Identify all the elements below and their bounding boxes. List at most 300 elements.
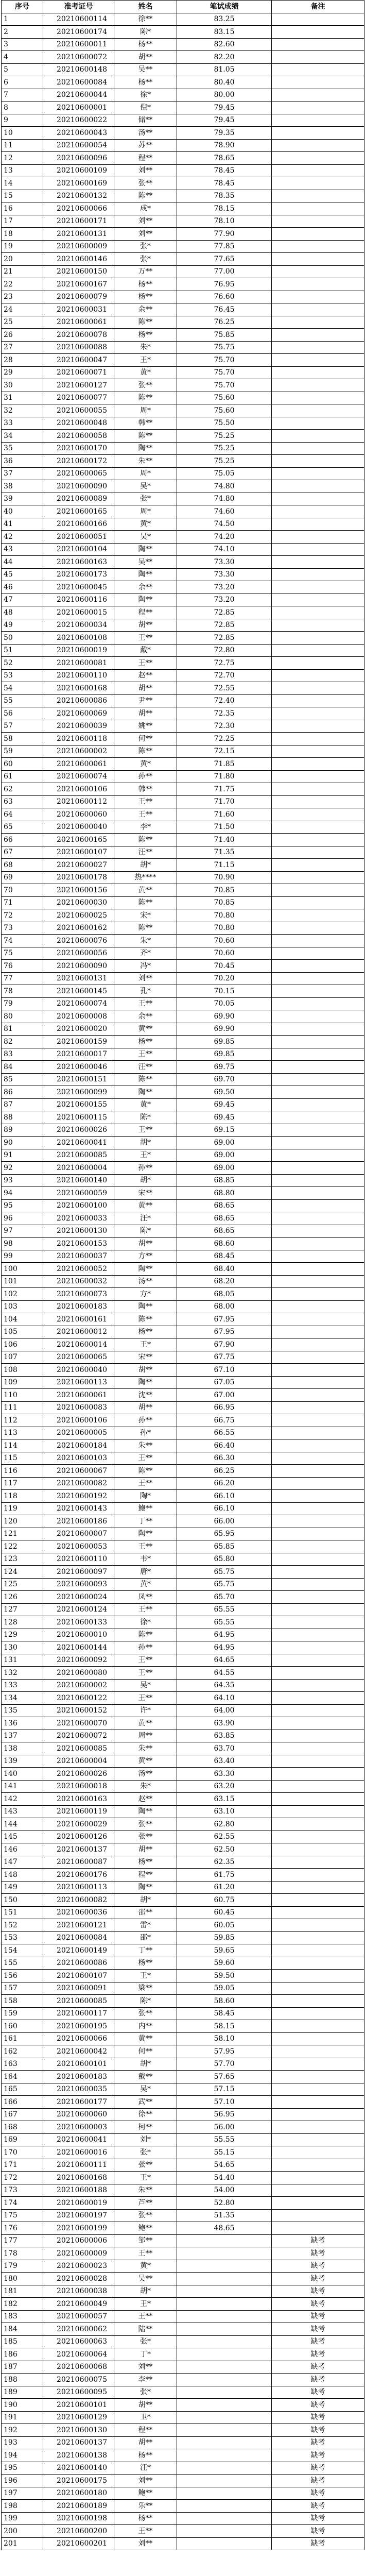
cell-seq: 19	[2, 240, 43, 253]
cell-candidate-no: 20210600140	[43, 2462, 114, 2475]
cell-seq: 133	[2, 1679, 43, 1692]
table-row	[2, 2411, 364, 2424]
cell-name: 王**	[114, 795, 177, 808]
cell-candidate-no: 20210600090	[43, 480, 114, 493]
cell-name: 黄*	[114, 366, 177, 379]
cell-seq: 138	[2, 1742, 43, 1755]
cell-note	[272, 1970, 364, 1982]
cell-candidate-no: 20210600085	[43, 1742, 114, 1755]
cell-candidate-no: 20210600022	[43, 114, 114, 127]
cell-score	[177, 2374, 272, 2386]
cell-score: 68.80	[177, 1187, 272, 1200]
cell-note: 缺考	[272, 2386, 364, 2399]
table-row	[2, 2285, 364, 2298]
cell-name: 王**	[114, 632, 177, 645]
cell-candidate-no: 20210600061	[43, 758, 114, 771]
cell-candidate-no: 20210600084	[43, 1931, 114, 1944]
cell-seq: 33	[2, 417, 43, 430]
table-row	[2, 1566, 364, 1579]
cell-name: 程**	[114, 1869, 177, 1882]
cell-note	[272, 985, 364, 998]
cell-seq: 5	[2, 63, 43, 76]
cell-name: 黄*	[114, 758, 177, 771]
cell-score: 73.30	[177, 556, 272, 569]
cell-seq: 176	[2, 2222, 43, 2235]
cell-name: 王*	[114, 1338, 177, 1351]
cell-name: 邵**	[114, 1906, 177, 1919]
cell-name: 杨**	[114, 1326, 177, 1338]
cell-score: 66.25	[177, 1465, 272, 1478]
cell-score: 59.50	[177, 1970, 272, 1982]
cell-score: 48.65	[177, 2222, 272, 2235]
cell-candidate-no: 20210600131	[43, 972, 114, 985]
cell-candidate-no: 20210600033	[43, 1212, 114, 1225]
cell-note	[272, 518, 364, 531]
cell-seq: 99	[2, 1250, 43, 1263]
cell-score: 66.10	[177, 1502, 272, 1515]
cell-candidate-no: 20210600065	[43, 1351, 114, 1364]
table-row	[2, 1931, 364, 1944]
cell-name: 丁*	[114, 2348, 177, 2361]
cell-candidate-no: 20210600083	[43, 1401, 114, 1414]
cell-score: 69.85	[177, 1048, 272, 1061]
cell-score: 70.80	[177, 922, 272, 935]
cell-score: 70.60	[177, 947, 272, 960]
cell-score: 67.10	[177, 1364, 272, 1377]
table-row	[2, 1098, 364, 1111]
table-row	[2, 215, 364, 228]
table-row	[2, 2436, 364, 2449]
cell-name: 陈*	[114, 1995, 177, 2008]
cell-note	[272, 1578, 364, 1591]
table-row	[2, 1414, 364, 1427]
cell-note	[272, 644, 364, 657]
cell-candidate-no: 20210600155	[43, 1098, 114, 1111]
cell-note	[272, 1427, 364, 1439]
cell-note	[272, 1137, 364, 1149]
cell-note	[272, 1692, 364, 1705]
cell-seq: 4	[2, 51, 43, 64]
cell-seq: 59	[2, 745, 43, 758]
header-seq: 序号	[2, 1, 43, 13]
cell-score: 71.50	[177, 821, 272, 834]
cell-note: 缺考	[272, 2487, 364, 2500]
cell-candidate-no: 20210600197	[43, 2209, 114, 2222]
cell-seq: 177	[2, 2234, 43, 2247]
cell-seq: 167	[2, 2108, 43, 2121]
cell-name: 张**	[114, 1831, 177, 1843]
cell-name: 戴*	[114, 644, 177, 657]
cell-note	[272, 240, 364, 253]
cell-seq: 88	[2, 1111, 43, 1124]
cell-score: 66.10	[177, 1490, 272, 1503]
cell-candidate-no: 20210600066	[43, 202, 114, 215]
table-row	[2, 1199, 364, 1212]
table-row	[2, 1401, 364, 1414]
cell-note: 缺考	[272, 2462, 364, 2475]
header-name: 姓名	[114, 1, 177, 13]
cell-name: 朱*	[114, 935, 177, 947]
table-row	[2, 316, 364, 329]
cell-seq: 130	[2, 1641, 43, 1654]
cell-seq: 35	[2, 442, 43, 455]
table-row	[2, 1023, 364, 1036]
cell-candidate-no: 20210600144	[43, 1641, 114, 1654]
cell-score	[177, 2323, 272, 2336]
cell-name: 孙**	[114, 1414, 177, 1427]
cell-note	[272, 1376, 364, 1389]
cell-seq: 152	[2, 1919, 43, 1932]
cell-candidate-no: 20210600112	[43, 795, 114, 808]
cell-seq: 179	[2, 2260, 43, 2273]
table-row	[2, 1793, 364, 1806]
cell-candidate-no: 20210600115	[43, 1111, 114, 1124]
cell-candidate-no: 20210600198	[43, 2512, 114, 2525]
cell-candidate-no: 20210600084	[43, 76, 114, 89]
cell-candidate-no: 20210600110	[43, 1553, 114, 1566]
cell-candidate-no: 20210600108	[43, 632, 114, 645]
cell-seq: 13	[2, 164, 43, 177]
cell-seq: 116	[2, 1465, 43, 1478]
table-row	[2, 379, 364, 392]
cell-name: 王**	[114, 997, 177, 1010]
cell-candidate-no: 20210600159	[43, 1036, 114, 1048]
cell-score: 75.85	[177, 329, 272, 342]
cell-score: 70.60	[177, 935, 272, 947]
cell-seq: 191	[2, 2411, 43, 2424]
cell-name: 张*	[114, 253, 177, 266]
cell-name: 朱*	[114, 341, 177, 354]
cell-seq: 68	[2, 859, 43, 872]
cell-score: 78.90	[177, 139, 272, 152]
header-candidate-no: 准考证号	[43, 1, 114, 13]
cell-score: 70.45	[177, 960, 272, 973]
cell-seq: 101	[2, 1275, 43, 1288]
cell-score	[177, 2449, 272, 2462]
cell-candidate-no: 20210600063	[43, 2335, 114, 2348]
table-row	[2, 1679, 364, 1692]
table-row	[2, 733, 364, 745]
table-row	[2, 1629, 364, 1641]
cell-score: 65.95	[177, 1528, 272, 1540]
cell-note	[272, 1061, 364, 1074]
cell-seq: 108	[2, 1364, 43, 1377]
table-row	[2, 985, 364, 998]
cell-name: 苏**	[114, 139, 177, 152]
cell-score	[177, 2411, 272, 2424]
cell-note	[272, 63, 364, 76]
cell-candidate-no: 20210600161	[43, 1313, 114, 1326]
cell-seq: 118	[2, 1490, 43, 1503]
cell-note	[272, 1768, 364, 1781]
cell-seq: 134	[2, 1692, 43, 1705]
cell-score	[177, 2462, 272, 2475]
cell-seq: 75	[2, 947, 43, 960]
cell-seq: 107	[2, 1351, 43, 1364]
cell-score: 69.90	[177, 1010, 272, 1023]
cell-score: 80.00	[177, 89, 272, 101]
table-row	[2, 1692, 364, 1705]
cell-seq: 147	[2, 1856, 43, 1869]
table-row	[2, 1515, 364, 1528]
cell-score: 72.15	[177, 745, 272, 758]
cell-score: 63.10	[177, 1805, 272, 1818]
table-row	[2, 2323, 364, 2336]
table-row	[2, 2058, 364, 2071]
cell-candidate-no: 20210600106	[43, 1414, 114, 1427]
cell-note	[272, 783, 364, 796]
cell-candidate-no: 20210600026	[43, 1124, 114, 1137]
cell-seq: 47	[2, 594, 43, 606]
cell-candidate-no: 20210600200	[43, 2525, 114, 2538]
table-row	[2, 758, 364, 771]
cell-score	[177, 2260, 272, 2273]
cell-note	[272, 505, 364, 518]
cell-score: 68.20	[177, 1275, 272, 1288]
cell-score: 69.45	[177, 1098, 272, 1111]
cell-name: 刘*	[114, 2133, 177, 2146]
table-row	[2, 1831, 364, 1843]
cell-name: 陈*	[114, 1225, 177, 1238]
cell-seq: 63	[2, 795, 43, 808]
cell-note	[272, 1162, 364, 1175]
cell-name: 鲍**	[114, 2487, 177, 2500]
cell-note	[272, 808, 364, 821]
cell-note	[272, 2209, 364, 2222]
cell-name: 陈*	[114, 1111, 177, 1124]
cell-name: 朱*	[114, 1780, 177, 1793]
cell-name: 朱**	[114, 1742, 177, 1755]
cell-name: 杨**	[114, 76, 177, 89]
cell-seq: 154	[2, 1944, 43, 1957]
table-row	[2, 1843, 364, 1856]
cell-candidate-no: 20210600097	[43, 1566, 114, 1579]
table-row	[2, 2096, 364, 2109]
cell-candidate-no: 20210600140	[43, 1174, 114, 1187]
table-row	[2, 139, 364, 152]
table-row	[2, 1061, 364, 1074]
cell-candidate-no: 20210600085	[43, 1995, 114, 2008]
cell-seq: 109	[2, 1376, 43, 1389]
cell-seq: 66	[2, 834, 43, 846]
cell-note	[272, 467, 364, 480]
cell-name: 王**	[114, 1692, 177, 1705]
cell-name: 陈**	[114, 392, 177, 404]
cell-name: 王**	[114, 2525, 177, 2538]
cell-name: 刘**	[114, 164, 177, 177]
cell-note	[272, 1149, 364, 1162]
cell-seq: 17	[2, 215, 43, 228]
cell-score: 75.60	[177, 392, 272, 404]
cell-name: 黄*	[114, 1098, 177, 1111]
cell-note	[272, 1553, 364, 1566]
cell-candidate-no: 20210600099	[43, 1086, 114, 1099]
cell-seq: 42	[2, 531, 43, 544]
cell-note	[272, 1351, 364, 1364]
cell-seq: 123	[2, 1553, 43, 1566]
cell-note	[272, 581, 364, 594]
cell-score: 62.80	[177, 1818, 272, 1831]
cell-name: 陈**	[114, 745, 177, 758]
cell-name: 杨**	[114, 1957, 177, 1970]
cell-score: 63.40	[177, 1755, 272, 1768]
cell-name: 王**	[114, 1124, 177, 1137]
cell-name: 胡*	[114, 2285, 177, 2298]
cell-name: 王*	[114, 2298, 177, 2311]
cell-candidate-no: 20210600129	[43, 2411, 114, 2424]
cell-seq: 55	[2, 694, 43, 707]
table-row	[2, 2133, 364, 2146]
cell-note	[272, 1439, 364, 1452]
cell-score: 72.80	[177, 644, 272, 657]
cell-name: 孙**	[114, 1162, 177, 1175]
cell-name: 张*	[114, 2386, 177, 2399]
cell-note	[272, 2172, 364, 2184]
cell-candidate-no: 20210600186	[43, 1515, 114, 1528]
cell-name: 杨**	[114, 38, 177, 51]
cell-score: 64.95	[177, 1629, 272, 1641]
cell-note	[272, 114, 364, 127]
cell-seq: 92	[2, 1162, 43, 1175]
cell-score: 72.40	[177, 694, 272, 707]
table-row	[2, 1275, 364, 1288]
cell-seq: 24	[2, 303, 43, 316]
cell-score: 75.70	[177, 366, 272, 379]
cell-score: 76.60	[177, 291, 272, 303]
cell-candidate-no: 20210600039	[43, 720, 114, 733]
cell-name: 倪*	[114, 101, 177, 114]
cell-seq: 186	[2, 2348, 43, 2361]
cell-note	[272, 215, 364, 228]
table-row	[2, 821, 364, 834]
table-row	[2, 202, 364, 215]
cell-note: 缺考	[272, 2537, 364, 2550]
table-row	[2, 1174, 364, 1187]
cell-name: 陈**	[114, 1313, 177, 1326]
cell-note	[272, 682, 364, 695]
cell-name: 胡*	[114, 1894, 177, 1907]
cell-candidate-no: 20210600060	[43, 808, 114, 821]
cell-candidate-no: 20210600038	[43, 2285, 114, 2298]
cell-name: 邹**	[114, 2234, 177, 2247]
cell-seq: 103	[2, 1300, 43, 1313]
cell-score: 71.35	[177, 846, 272, 859]
cell-seq: 87	[2, 1098, 43, 1111]
cell-candidate-no: 20210600001	[43, 101, 114, 114]
cell-note	[272, 556, 364, 569]
cell-candidate-no: 20210600082	[43, 1894, 114, 1907]
table-row	[2, 493, 364, 505]
table-row	[2, 2462, 364, 2475]
cell-name: 吴*	[114, 1679, 177, 1692]
cell-candidate-no: 20210600150	[43, 265, 114, 278]
table-row	[2, 669, 364, 682]
table-row	[2, 1288, 364, 1301]
cell-note	[272, 758, 364, 771]
cell-note	[272, 745, 364, 758]
cell-note	[272, 2083, 364, 2096]
cell-name: 周**	[114, 1730, 177, 1742]
cell-seq: 6	[2, 76, 43, 89]
cell-candidate-no: 20210600146	[43, 253, 114, 266]
cell-candidate-no: 20210600057	[43, 2310, 114, 2323]
cell-name: 丁**	[114, 1944, 177, 1957]
cell-candidate-no: 20210600074	[43, 770, 114, 783]
cell-candidate-no: 20210600137	[43, 1843, 114, 1856]
table-row	[2, 947, 364, 960]
cell-candidate-no: 20210600004	[43, 1162, 114, 1175]
table-row	[2, 1036, 364, 1048]
table-row	[2, 2172, 364, 2184]
cell-name: 许*	[114, 1704, 177, 1717]
cell-score: 70.85	[177, 884, 272, 897]
cell-note	[272, 896, 364, 909]
table-row	[2, 2184, 364, 2197]
table-row	[2, 366, 364, 379]
cell-seq: 175	[2, 2209, 43, 2222]
cell-candidate-no: 20210600076	[43, 935, 114, 947]
cell-note	[272, 1490, 364, 1503]
cell-seq: 37	[2, 467, 43, 480]
table-row	[2, 795, 364, 808]
table-row	[2, 1326, 364, 1338]
cell-name: 刘**	[114, 2361, 177, 2374]
cell-name: 尹**	[114, 694, 177, 707]
table-row	[2, 694, 364, 707]
cell-score: 75.25	[177, 430, 272, 443]
table-row	[2, 240, 364, 253]
cell-note	[272, 1717, 364, 1730]
cell-candidate-no: 20210600113	[43, 1376, 114, 1389]
cell-candidate-no: 20210600127	[43, 379, 114, 392]
cell-name: 李*	[114, 821, 177, 834]
table-row	[2, 1477, 364, 1490]
cell-score: 69.45	[177, 1111, 272, 1124]
cell-name: 韩**	[114, 417, 177, 430]
cell-name: 杨**	[114, 291, 177, 303]
cell-note	[272, 392, 364, 404]
table-row	[2, 1906, 364, 1919]
table-row	[2, 884, 364, 897]
cell-score: 59.65	[177, 1944, 272, 1957]
table-row	[2, 1263, 364, 1276]
cell-candidate-no: 20210600168	[43, 682, 114, 695]
table-row	[2, 2487, 364, 2500]
cell-note	[272, 341, 364, 354]
cell-name: 张**	[114, 177, 177, 190]
table-row	[2, 1805, 364, 1818]
cell-note	[272, 1263, 364, 1276]
table-row	[2, 455, 364, 468]
cell-seq: 135	[2, 1704, 43, 1717]
cell-score: 76.45	[177, 303, 272, 316]
cell-seq: 190	[2, 2399, 43, 2412]
cell-note: 缺考	[272, 2348, 364, 2361]
cell-note	[272, 1124, 364, 1137]
cell-name: 胡*	[114, 1174, 177, 1187]
table-row	[2, 2146, 364, 2159]
cell-candidate-no: 20210600007	[43, 1528, 114, 1540]
cell-score: 70.05	[177, 997, 272, 1010]
cell-note	[272, 733, 364, 745]
cell-score: 69.00	[177, 1162, 272, 1175]
cell-note	[272, 442, 364, 455]
cell-name: 张**	[114, 2209, 177, 2222]
table-row	[2, 2234, 364, 2247]
cell-seq: 124	[2, 1566, 43, 1579]
cell-name: 刘**	[114, 215, 177, 228]
cell-note	[272, 316, 364, 329]
